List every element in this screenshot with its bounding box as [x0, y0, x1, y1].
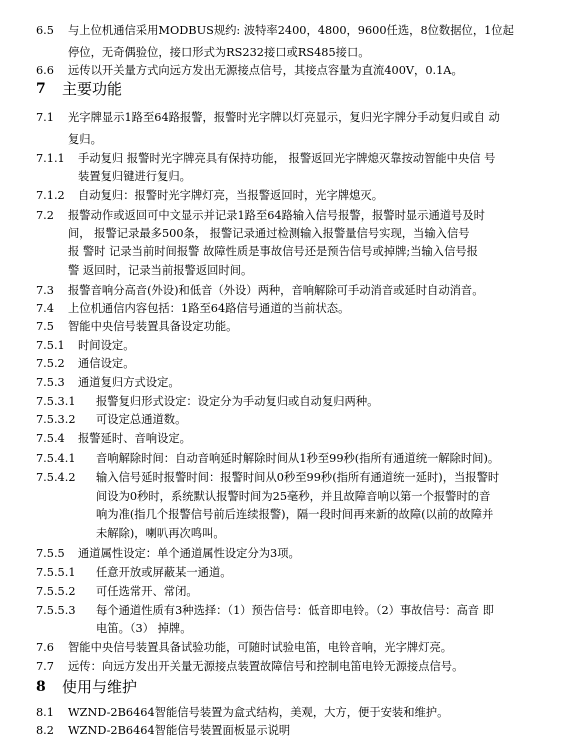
section-number: 8 [36, 679, 46, 695]
clause-number: 7.6 [36, 641, 54, 654]
section-title: 使用与维护 [62, 678, 138, 696]
clause-text: 与上位机通信采用MODBUS规约: 波特率2400，4800，9600任选，8位数据位，1位起 [68, 24, 514, 37]
clause-text: 智能中央信号装置具备试验功能，可随时试验电笛，电铃音响，光字牌灯亮。 [68, 641, 453, 654]
clause-text: 复归。 [68, 133, 102, 146]
document-line [0, 185, 584, 207]
clause-number: 7.1.2 [36, 189, 65, 202]
clause-number: 7.4 [36, 302, 54, 315]
clause-text: 任意开放或屏蔽某一通道。 [96, 566, 232, 579]
clause-text: 音响解除时间：自动音响延时解除时间从1秒至99秒(指所有通道统一解除时间)。 [96, 452, 500, 465]
document-line [0, 428, 584, 450]
clause-text: 报警动作或返回可中文显示并记录1路至64路输入信号报警，报警时显示通道号及时 [68, 209, 485, 222]
clause-text: 停位，无奇偶验位，接口形式为RS232接口或RS485接口。 [68, 46, 370, 59]
section-heading [0, 78, 584, 100]
clause-text: 通道属性设定：单个通道属性设定分为3项。 [78, 547, 300, 560]
clause-text: 电笛。（3） 掉牌。 [96, 622, 192, 635]
clause-number: 7.5.4.1 [36, 452, 76, 465]
clause-number: 7.3 [36, 284, 54, 297]
clause-text: 间设为0秒时，系统默认报警时间为25毫秒，并且故障音响以第一个报警时的音 [96, 490, 491, 503]
clause-text: 报警音响分高音(外设)和低音（外设）两种，音响解除可手动消音或延时自动消音。 [68, 284, 484, 297]
clause-text: 光字牌显示1路至64路报警，报警时光字牌以灯亮显示，复归光字牌分手动复归或自 动 [68, 111, 500, 124]
clause-text: 时间设定。 [78, 339, 135, 352]
clause-text: 报 警时 记录当前时间报警 故障性质是事故信号还是预告信号或掉牌;当输入信号报 [68, 245, 478, 258]
clause-number: 6.6 [36, 64, 54, 77]
clause-number: 7.2 [36, 209, 54, 222]
document-line [0, 523, 584, 545]
clause-number: 7.5.5.2 [36, 585, 76, 598]
clause-text: 报警延时、音响设定。 [78, 432, 191, 445]
clause-text: 输入信号延时报警时间：报警时间从0秒至99秒(指所有通道统一延时)，当报警时 [96, 471, 500, 484]
clause-text: 远传：向远方发出开关量无源接点装置故障信号和控制电笛电铃无源接点信号。 [68, 660, 464, 673]
clause-number: 8.1 [36, 706, 54, 719]
clause-number: 7.5.4 [36, 432, 65, 445]
clause-number: 7.1 [36, 111, 54, 124]
clause-number: 7.5.5.1 [36, 566, 76, 579]
clause-text: 报警复归形式设定：设定分为手动复归或自动复归两种。 [96, 395, 379, 408]
section-title: 主要功能 [62, 80, 123, 98]
clause-text: 智能中央信号装置具备设定功能。 [68, 320, 238, 333]
clause-text: 通信设定。 [78, 357, 135, 370]
clause-number: 6.5 [36, 24, 54, 37]
document-line [0, 656, 584, 678]
clause-number: 8.2 [36, 724, 54, 737]
section-number: 7 [36, 81, 46, 97]
clause-text: 自动复归：报警时光字牌灯亮，当报警返回时，光字牌熄灭。 [78, 189, 384, 202]
clause-number: 7.5.3.2 [36, 413, 76, 426]
clause-number: 7.5.3.1 [36, 395, 76, 408]
clause-text: 响为准(指几个报警信号前后连续报警)，隔一段时间再来新的故障(以前的故障并 [96, 508, 494, 521]
clause-number: 7.5.3 [36, 376, 65, 389]
document-line [0, 720, 584, 742]
document-line [0, 20, 584, 42]
document-line [0, 260, 584, 282]
clause-text: 间， 报警记录最多500条， 报警记录通过检测输入报警量信号实现，当输入信号 [68, 227, 470, 240]
clause-number: 7.5.5 [36, 547, 65, 560]
clause-text: 手动复归 报警时光字牌亮具有保持功能， 报警返回光字牌熄灭靠按动智能中央信 号 [78, 152, 496, 165]
clause-number: 7.5.1 [36, 339, 65, 352]
clause-text: 可设定总通道数。 [96, 413, 187, 426]
clause-number: 7.7 [36, 660, 54, 673]
clause-number: 7.5.4.2 [36, 471, 76, 484]
clause-text: WZND-2B6464智能信号装置为盒式结构，美观，大方，便于安装和维护。 [68, 706, 449, 719]
clause-number: 7.5.2 [36, 357, 65, 370]
clause-number: 7.5 [36, 320, 54, 333]
clause-text: 可任选常开、常闭。 [96, 585, 198, 598]
clause-text: 未解除)，喇叭再次鸣叫。 [96, 527, 225, 540]
document-line [0, 107, 584, 129]
clause-text: 远传以开关量方式向远方发出无源接点信号，其接点容量为直流400V，0.1A。 [68, 64, 463, 77]
clause-number: 7.5.5.3 [36, 604, 76, 617]
clause-text: 通道复归方式设定。 [78, 376, 180, 389]
clause-text: 警 返回时，记录当前报警返回时间。 [68, 264, 253, 277]
section-heading [0, 676, 584, 698]
clause-text: 上位机通信内容包括：1路至64路信号通道的当前状态。 [68, 302, 350, 315]
clause-text: WZND-2B6464智能信号装置面板显示说明 [68, 724, 291, 737]
clause-number: 7.1.1 [36, 152, 65, 165]
clause-text: 每个通道性质有3种选择：（1）预告信号：低音即电铃。（2）事故信号：高音 即 [96, 604, 494, 617]
clause-text: 装置复归键进行复归。 [78, 170, 191, 183]
